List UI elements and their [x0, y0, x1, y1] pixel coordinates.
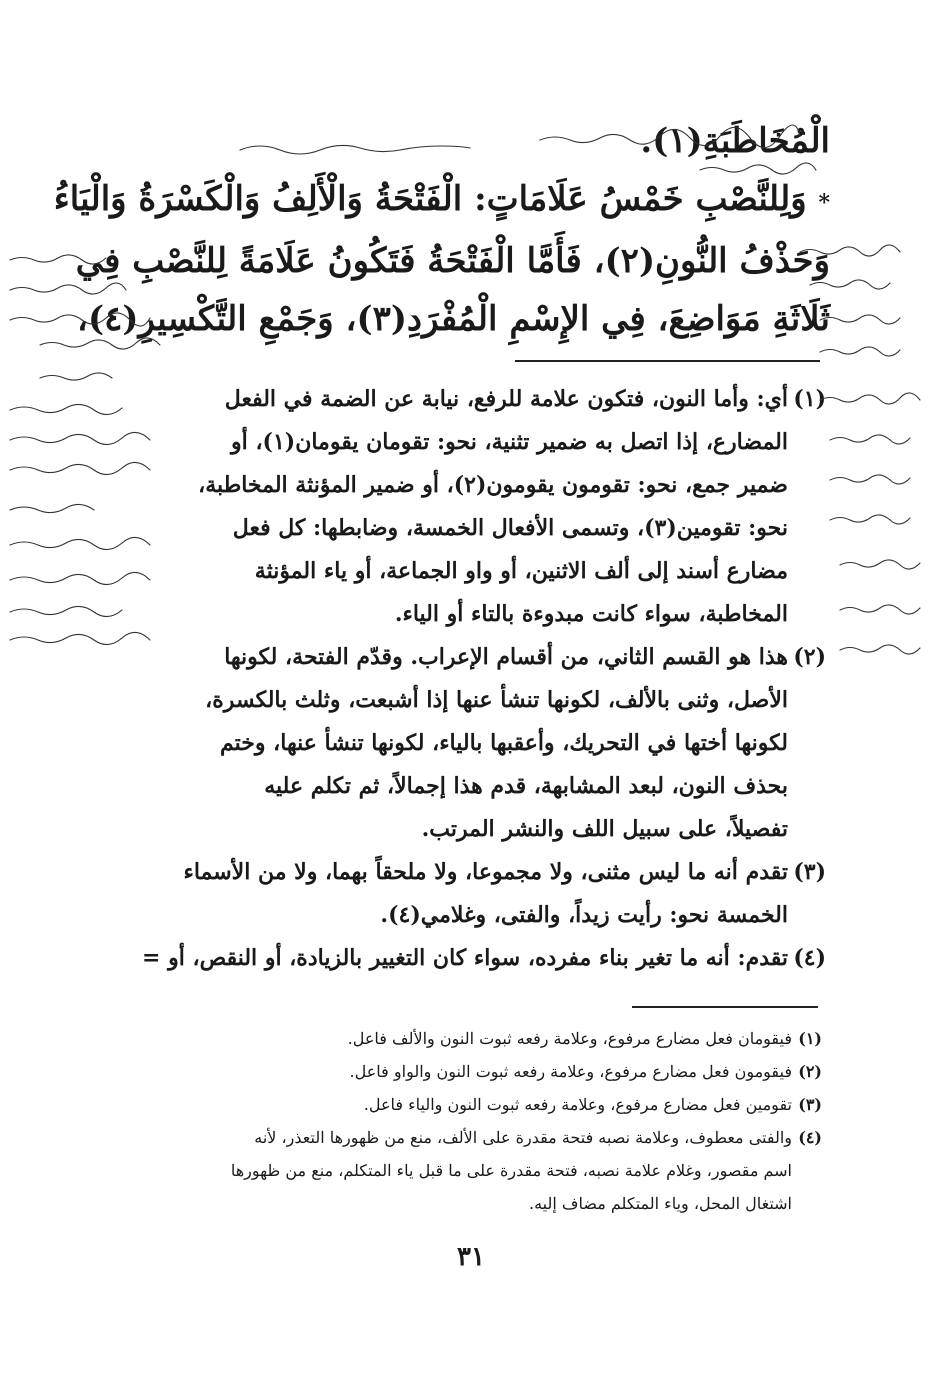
commentary-line: بحذف النون، لبعد المشابهة، قدم هذا إجمالاً، ثم تكلم عليه	[264, 773, 788, 799]
commentary	[118, 378, 826, 980]
commentary-note-number: (١)	[793, 386, 826, 412]
handwritten-note	[840, 605, 920, 614]
main-text-line-1: الْمُخَاطَبَةِ(١).	[640, 121, 830, 161]
page-number: ٣١	[457, 1242, 485, 1272]
commentary-note	[118, 851, 826, 937]
footnote-line: اشتغال المحل، وياء المتكلم مضاف إليه.	[529, 1194, 792, 1213]
handwritten-note	[830, 435, 910, 444]
commentary-note-number: (٤)	[793, 945, 826, 971]
main-text-line-4: ثَلَاثَةِ مَوَاضِعَ، فِي الإِسْمِ الْمُفْرَدِ(٣)، وَجَمْعِ التَّكْسِيرِ(٤)،	[77, 299, 830, 339]
handwritten-note	[10, 504, 94, 512]
commentary-line: مضارع أسند إلى ألف الاثنين، أو واو الجماعة، أو ياء المؤنثة	[254, 558, 788, 584]
commentary-note	[118, 378, 826, 636]
commentary-line: ضمير جمع، نحو: تقومون يقومون(٢)، أو ضمير المؤنثة المخاطبة،	[198, 472, 788, 498]
commentary-note	[118, 636, 826, 851]
footnote-number: (٢)	[798, 1062, 822, 1081]
commentary-line: المخاطبة، سواء كانت مبدوءة بالتاء أو الياء.	[394, 601, 788, 627]
commentary-line: نحو: تقومين(٣)، وتسمى الأفعال الخمسة، وضابطها: كل فعل	[232, 515, 788, 541]
footnote-divider	[632, 1006, 818, 1008]
commentary-note	[118, 937, 826, 980]
main-text-line-2-text: وَلِلنَّصْبِ خَمْسُ عَلَامَاتٍ: الْفَتْحَةُ وَالْأَلِفُ وَالْكَسْرَةُ وَالْيَاءُ	[53, 179, 807, 219]
handwritten-note	[840, 645, 920, 654]
star-marker: *	[818, 190, 830, 216]
handwritten-note	[830, 475, 910, 484]
commentary-note-number: (٣)	[793, 859, 826, 885]
footnote	[250, 1055, 822, 1088]
commentary-line: لكونها أختها في التحريك، وأعقبها بالياء، لكونها تنشأ عنها، وختم	[219, 730, 788, 756]
commentary-line: تقدم: أنه ما تغير بناء مفرده، سواء كان التغيير بالزيادة، أو النقص، أو =	[142, 945, 788, 971]
commentary-line: تفصيلاً، على سبيل اللف والنشر المرتب.	[421, 816, 788, 842]
footnote-line: اسم مقصور، وغلام علامة نصبه، فتحة مقدرة على ما قبل ياء المتكلم، منع من ظهورها	[230, 1161, 792, 1180]
commentary-line: الأصل، وثنى بالألف، لكونها تنشأ عنها إذا أشبعت، وثلث بالكسرة،	[205, 687, 788, 713]
footnote-line: والفتى معطوف، وعلامة نصبه فتحة مقدرة على الألف، منع من ظهورها التعذر، لأنه	[254, 1128, 792, 1147]
handwritten-note	[820, 393, 920, 404]
main-text	[53, 112, 830, 348]
footnote-line: فيقومان فعل مضارع مرفوع، وعلامة رفعه ثبوت النون والألف فاعل.	[347, 1029, 792, 1048]
main-text-line-3: وَحَذْفُ النُّونِ(٢)، فَأَمَّا الْفَتْحَةُ فَتَكُونُ عَلَامَةً لِلنَّصْبِ فِي	[75, 241, 830, 281]
main-text-divider	[515, 360, 820, 362]
handwritten-note	[10, 606, 122, 616]
handwritten-note	[10, 404, 122, 414]
commentary-note-number: (٢)	[793, 644, 826, 670]
main-text-line-2	[53, 170, 830, 232]
footnote-number: (٤)	[798, 1128, 822, 1147]
handwritten-note	[830, 515, 910, 524]
handwritten-note	[840, 560, 920, 569]
footnote-number: (١)	[798, 1029, 822, 1048]
handwritten-note	[820, 315, 900, 324]
footnote-number: (٣)	[798, 1095, 822, 1114]
commentary-line: أي: وأما النون، فتكون علامة للرفع، نيابة عن الضمة في الفعل	[224, 386, 788, 412]
commentary-line: الخمسة نحو: رأيت زيداً، والفتى، وغلامي(٤).	[380, 902, 788, 928]
commentary-line: المضارع، إذا اتصل به ضمير تثنية، نحو: تقومان يقومان(١)، أو	[231, 429, 788, 455]
footnote-line: تقومين فعل مضارع مرفوع، وعلامة رفعه ثبوت النون والياء فاعل.	[363, 1095, 792, 1114]
footnote	[250, 1088, 822, 1121]
commentary-line: تقدم أنه ما ليس مثنى، ولا مجموعا، ولا ملحقاً بهما، ولا من الأسماء	[183, 859, 788, 885]
footnote	[250, 1022, 822, 1055]
footnote-line: فيقومون فعل مضارع مرفوع، وعلامة رفعه ثبوت النون والواو فاعل.	[349, 1062, 792, 1081]
footnote	[230, 1121, 822, 1220]
handwritten-note	[820, 347, 900, 356]
footnotes	[230, 1022, 822, 1220]
commentary-line: هذا هو القسم الثاني، من أقسام الإعراب. وقدّم الفتحة، لكونها	[224, 644, 788, 670]
handwritten-note	[40, 373, 112, 380]
